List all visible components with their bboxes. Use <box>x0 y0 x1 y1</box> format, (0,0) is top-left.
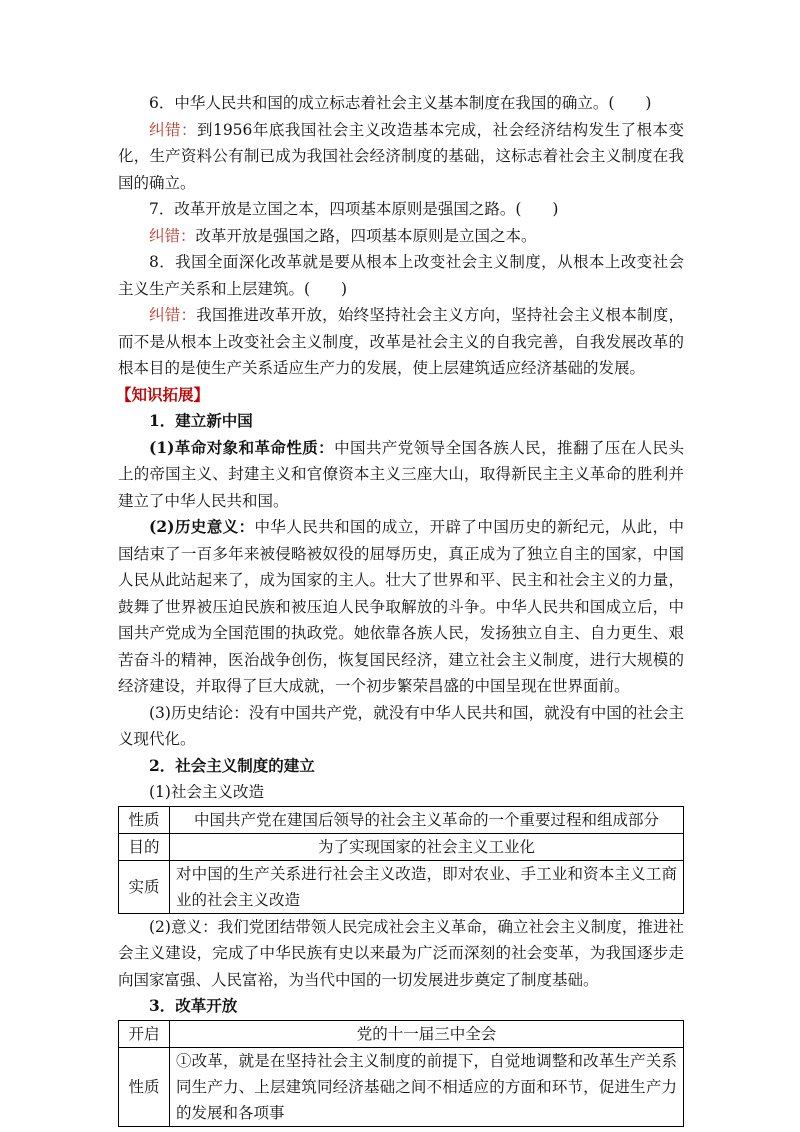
correction-text: 改革开放是强国之路，四项基本原则是立国之本。 <box>195 226 537 245</box>
question-8: 8．我国全面深化改革就是要从根本上改变社会主义制度，从根本上改变社会主义生产关系和上层建筑。( ) <box>118 253 684 298</box>
heading-reform-opening: 3．改革开放 <box>149 996 238 1015</box>
correction-label: 纠错： <box>149 306 197 324</box>
table-value: 为了实现国家的社会主义工业化 <box>170 833 684 860</box>
page-content <box>118 90 684 1127</box>
paragraph-text: 中华人民共和国的成立，开辟了中国历史的新纪元，从此，中国结束了一百多年来被侵略被奴役的屈辱历史，真正成为了独立自主的国家，中国人民从此站起来了，成为国家的主人。壮大了世界和平、民主和社会主义的力量，鼓舞了世界被压迫民族和被压迫人民争取解放的斗争。中华人民共和国成立后，中国共产党成为全国范围的执政党。她依靠各族人民，发扬独立自主、自力更生、艰苦奋斗的精神，医治战争创伤，恢复国民经济，建立社会主义制度，进行大规模的经济建设，并取得了巨大成就，一个初步繁荣昌盛的中国呈现在世界面前。 <box>118 518 684 695</box>
correction-text: 到1956年底我国社会主义改造基本完成，社会经济结构发生了根本变化，生产资料公有制已成为我国社会经济制度的基础，这标志着社会主义制度在我国的确立。 <box>118 120 684 192</box>
table-row <box>119 833 684 860</box>
paragraph-historical-conclusion: (3)历史结论：没有中国共产党，就没有中华人民共和国，就没有中国的社会主义现代化。 <box>118 703 684 748</box>
question-6: 6．中华人民共和国的成立标志着社会主义基本制度在我国的确立。( ) <box>149 94 652 112</box>
table-row <box>119 1020 684 1047</box>
paragraph-label: (2)历史意义： <box>149 517 255 536</box>
table-value: 对中国的生产关系进行社会主义改造，即对农业、手工业和资本主义工商业的社会主义改造 <box>170 860 684 913</box>
table-value: 中国共产党在建国后领导的社会主义革命的一个重要过程和组成部分 <box>170 806 684 833</box>
heading-socialist-system: 2．社会主义制度的建立 <box>149 755 315 775</box>
correction-7 <box>118 223 684 250</box>
question-7: 7．改革开放是立国之本，四项基本原则是强国之路。( ) <box>149 200 559 218</box>
correction-label: 纠错： <box>149 120 197 139</box>
table-key: 目的 <box>119 833 170 860</box>
table-value: 党的十一届三中全会 <box>170 1020 684 1047</box>
transformation-table <box>118 806 684 914</box>
table-value: ①改革，就是在坚持社会主义制度的前提下，自觉地调整和改革生产关系同生产力、上层建筑同经济基础之间不相适应的方面和环节，促进生产力的发展和各项事 <box>170 1047 684 1126</box>
paragraph-label: (1)革命对象和革命性质： <box>149 437 335 457</box>
table-key: 开启 <box>119 1020 170 1047</box>
table-key: 实质 <box>119 860 170 913</box>
paragraph-historical-significance <box>118 514 684 700</box>
paragraph-significance: (2)意义：我们党团结带领人民完成社会主义革命，确立社会主义制度，推进社会主义建设，完成了中华民族有史以来最为广泛而深刻的社会变革，为我国逐步走向国家富强、人民富裕，为当代中国的一切发展进步奠定了制度基础。 <box>118 917 684 989</box>
table-key: 性质 <box>119 806 170 833</box>
heading-founding: 1．建立新中国 <box>149 411 253 430</box>
table-row <box>119 860 684 913</box>
correction-label: 纠错： <box>149 226 196 245</box>
table-row <box>119 806 684 833</box>
reform-table <box>118 1020 684 1127</box>
table-row <box>119 1047 684 1126</box>
correction-text: 我国推进改革开放，始终坚持社会主义方向，坚持社会主义根本制度，而不是从根本上改变社会主义制度，改革是社会主义的自我完善，自我发展改革的根本目的是使生产关系适应生产力的发展，使上层建筑适应经济基础的发展。 <box>118 306 684 377</box>
paragraph-text: 中国共产党领导全国各族人民，推翻了压在人民头上的帝国主义、封建主义和官僚资本主义三座大山，取得新民主主义革命的胜利并建立了中华人民共和国。 <box>118 438 684 510</box>
correction-8 <box>118 302 684 382</box>
correction-6 <box>118 117 684 197</box>
paragraph-revolution-nature <box>118 435 684 515</box>
subheading-socialist-transformation: (1)社会主义改造 <box>149 783 264 801</box>
section-title: 【知识拓展】 <box>116 384 210 404</box>
table-key: 性质 <box>119 1047 170 1126</box>
